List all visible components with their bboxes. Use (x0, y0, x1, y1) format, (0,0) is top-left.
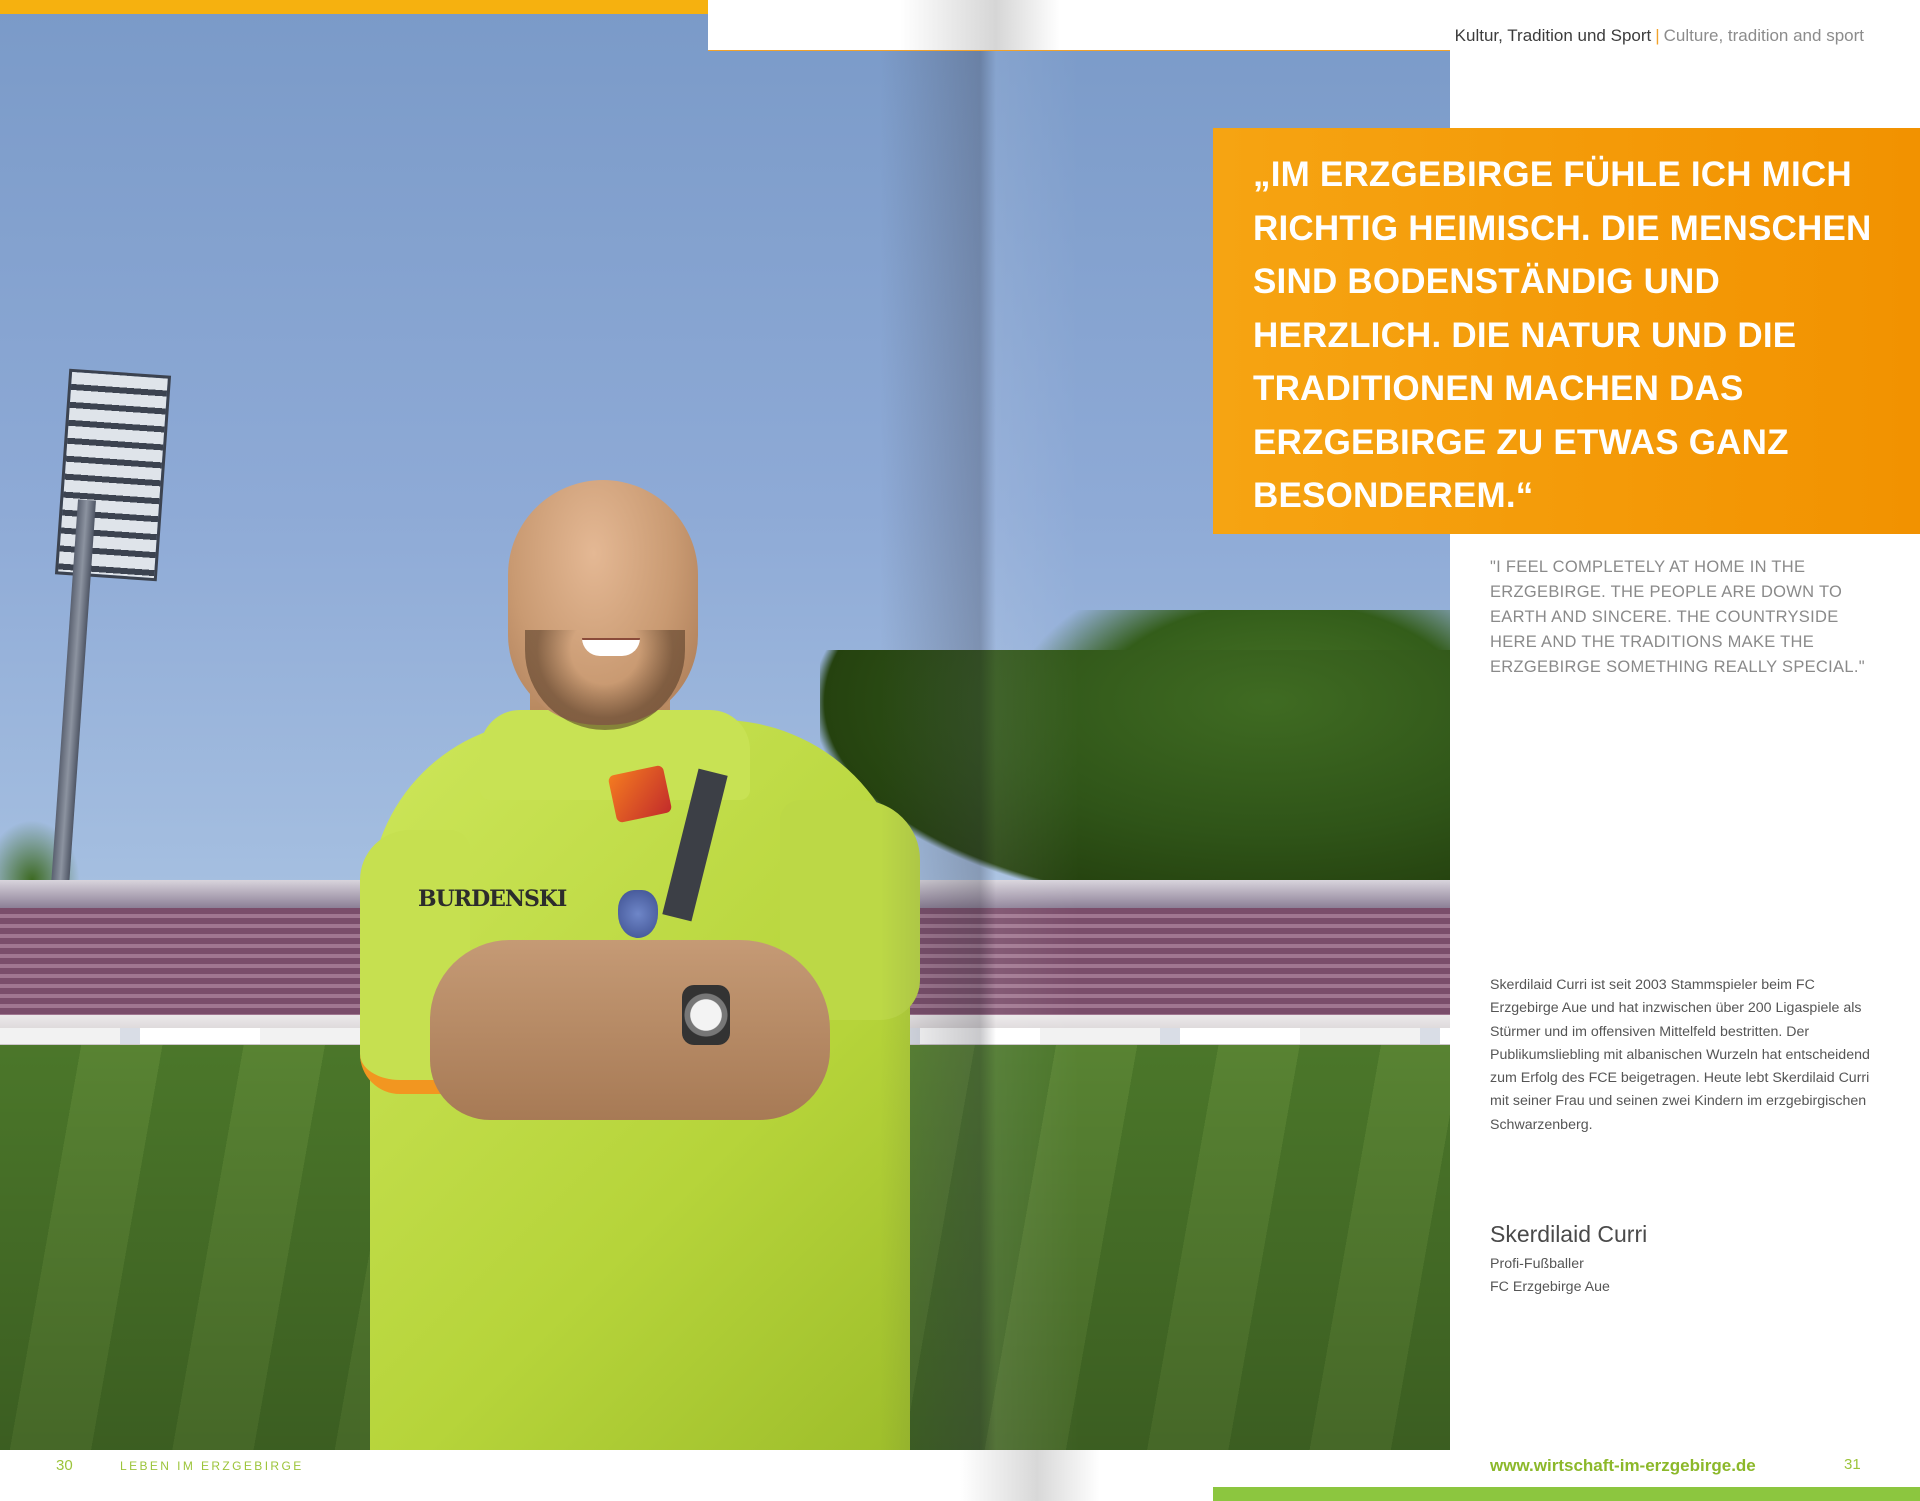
page-number-right: 31 (1844, 1456, 1861, 1473)
header-separator: | (1655, 26, 1660, 45)
quote-german: „IM ERZGEBIRGE FÜHLE ICH MICH RICHTIG HEIMISCH. DIE MENSCHEN SIND BODENSTÄNDIG UND HERZLICH. DIE NATUR UND DIE TRADITIONEN MACHEN DAS ERZGEBIRGE ZU ETWAS GANZ BESONDEREM.“ (1253, 155, 1872, 515)
quote-english: "I FEEL COMPLETELY AT HOME IN THE ERZGEBIRGE. THE PEOPLE ARE DOWN TO EARTH AND SINCERE. THE COUNTRYSIDE HERE AND THE TRADITIONS MAKE THE ERZGEBIRGE SOMETHING REALLY SPECIAL." (1490, 558, 1865, 676)
wristwatch (682, 985, 730, 1045)
crossed-arms (430, 940, 830, 1120)
shirt-sponsor-text: BURDENSKI (418, 886, 567, 912)
player-figure (360, 480, 920, 1450)
floodlight-head (55, 369, 171, 582)
person-club: FC Erzgebirge Aue (1490, 1279, 1610, 1295)
person-role-block (1490, 1253, 1610, 1299)
section-header (1455, 26, 1864, 46)
bottom-accent-bar (1213, 1487, 1920, 1501)
footer-section-name: LEBEN IM ERZGEBIRGE (120, 1459, 304, 1473)
section-title-de: Kultur, Tradition und Sport (1454, 26, 1652, 45)
page-number-left: 30 (56, 1457, 73, 1474)
person-name: Skerdilaid Curri (1490, 1221, 1648, 1247)
person-role: Profi-Fußballer (1490, 1256, 1584, 1272)
quote-box (1213, 128, 1920, 534)
page-gutter-shadow (880, 0, 1080, 1450)
player-smile (582, 638, 640, 656)
club-crest (618, 890, 658, 938)
bio-text: Skerdilaid Curri ist seit 2003 Stammspieler beim FC Erzgebirge Aue und hat inzwischen über 200 Ligaspiele als Stürmer und im offensiven Mittelfeld bestritten. Der Publikumsliebling mit albanischen Wurzeln hat entscheidend zum Erfolg des FCE beigetragen. Heute lebt Skerdilaid Curri mit seiner Frau und seinen zwei Kindern im erzgebirgischen Schwarzenberg. (1490, 977, 1870, 1133)
section-title-en: Culture, tradition and sport (1663, 26, 1864, 45)
website-url[interactable]: www.wirtschaft-im-erzgebirge.de (1490, 1456, 1756, 1475)
footer-fold-shadow (960, 1450, 1100, 1501)
header-fold-shadow (900, 0, 1060, 50)
top-accent-bar (0, 0, 708, 14)
